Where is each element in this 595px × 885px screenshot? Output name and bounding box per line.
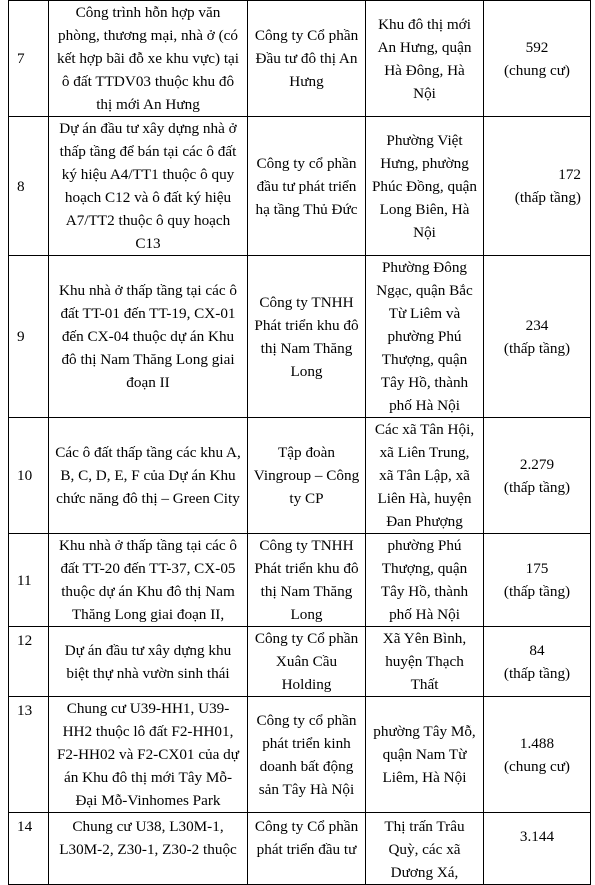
unit-count: 3.144: [519, 828, 555, 845]
project-location: Các xã Tân Hội, xã Liên Trung, xã Tân Lập, xã Liên Hà, huyện Đan Phượng: [366, 418, 484, 534]
unit-count: 592: [525, 38, 549, 56]
unit-type: (thấp tầng): [503, 664, 571, 682]
project-location: Xã Yên Bình, huyện Thạch Thất: [366, 627, 484, 697]
project-location: Thị trấn Trâu Quỳ, các xã Dương Xá,: [366, 813, 484, 885]
project-name: Dự án đầu tư xây dựng nhà ở thấp tầng để bán tại các ô đất ký hiệu A4/TT1 thuộc ô quy hoạch C12 và ô đất ký hiệu A7/TT2 thuộc ô quy hoạch C13: [49, 117, 248, 256]
table-row: [9, 813, 591, 885]
project-name: Công trình hỗn hợp văn phòng, thương mại, nhà ở (có kết hợp bãi đỗ xe khu vực) tại ô đất TTDV03 thuộc khu đô thị mới An Hưng: [49, 1, 248, 117]
row-number: 13: [9, 697, 49, 813]
project-name: Các ô đất thấp tầng các khu A, B, C, D, E, F của Dự án Khu chức năng đô thị – Green City: [49, 418, 248, 534]
unit-count-cell: [484, 813, 591, 885]
row-number: 12: [9, 627, 49, 697]
investor-name: Công ty Cổ phần Xuân Cầu Holding: [248, 627, 366, 697]
unit-type: (chung cư): [503, 61, 570, 79]
project-table: [8, 0, 591, 885]
document-page: [8, 0, 590, 885]
unit-count-cell: [484, 697, 591, 813]
unit-type: (thấp tầng): [503, 478, 571, 496]
project-name: Khu nhà ở thấp tầng tại các ô đất TT-20 đến TT-37, CX-05 thuộc dự án Khu đô thị Nam Thăng Long giai đoạn II,: [49, 534, 248, 627]
unit-count: 84: [529, 641, 545, 659]
table-row: [9, 627, 591, 697]
project-name: Chung cư U39-HH1, U39-HH2 thuộc lô đất F2-HH01, F2-HH02 và F2-CX01 của dự án Khu đô thị mới Tây Mỗ-Đại Mỗ-Vinhomes Park: [49, 697, 248, 813]
unit-count-cell: [484, 627, 591, 697]
project-location: Phường Đông Ngạc, quận Bắc Từ Liêm và phường Phú Thượng, quận Tây Hồ, thành phố Hà Nội: [366, 256, 484, 418]
table-row: [9, 256, 591, 418]
table-row: [9, 1, 591, 117]
investor-name: Tập đoàn Vingroup – Công ty CP: [248, 418, 366, 534]
investor-name: Công ty TNHH Phát triển khu đô thị Nam Thăng Long: [248, 534, 366, 627]
investor-name: Công ty TNHH Phát triển khu đô thị Nam Thăng Long: [248, 256, 366, 418]
unit-type: (thấp tầng): [514, 189, 581, 206]
unit-count-cell: [484, 117, 591, 256]
project-location: Khu đô thị mới An Hưng, quận Hà Đông, Hà Nội: [366, 1, 484, 117]
investor-name: Công ty Cổ phần Đầu tư đô thị An Hưng: [248, 1, 366, 117]
unit-type: (thấp tầng): [503, 583, 571, 600]
row-number: 9: [9, 256, 49, 418]
row-number: 8: [9, 117, 49, 256]
investor-name: Công ty cổ phần phát triển kinh doanh bất động sản Tây Hà Nội: [248, 697, 366, 813]
table-row: [9, 418, 591, 534]
row-number: 11: [9, 534, 49, 627]
project-location: phường Tây Mỗ, quận Nam Từ Liêm, Hà Nội: [366, 697, 484, 813]
investor-name: Công ty cổ phần đầu tư phát triển hạ tầng Thủ Đức: [248, 117, 366, 256]
investor-name: Công ty Cổ phần phát triển đầu tư: [248, 813, 366, 885]
table-row: [9, 117, 591, 256]
row-number: 10: [9, 418, 49, 534]
unit-count-cell: [484, 256, 591, 418]
project-location: phường Phú Thượng, quận Tây Hồ, thành phố Hà Nội: [366, 534, 484, 627]
row-number: 7: [9, 1, 49, 117]
unit-count-cell: [484, 418, 591, 534]
unit-type: (thấp tầng): [503, 339, 571, 357]
unit-count: 1.488: [519, 734, 555, 752]
unit-count-cell: [484, 1, 591, 117]
project-location: Phường Việt Hưng, phường Phúc Đồng, quận Long Biên, Hà Nội: [366, 117, 484, 256]
unit-type: (chung cư): [503, 757, 570, 775]
unit-count: 172: [558, 166, 581, 183]
unit-count: 175: [525, 560, 549, 577]
unit-count-cell: [484, 534, 591, 627]
unit-count: 234: [525, 316, 549, 334]
row-number: 14: [9, 813, 49, 885]
table-row: [9, 697, 591, 813]
project-name: Chung cư U38, L30M-1, L30M-2, Z30-1, Z30-2 thuộc: [49, 813, 248, 885]
table-row: [9, 534, 591, 627]
project-name: Khu nhà ở thấp tầng tại các ô đất TT-01 đến TT-19, CX-01 đến CX-04 thuộc dự án Khu đô thị Nam Thăng Long giai đoạn II: [49, 256, 248, 418]
unit-count: 2.279: [519, 455, 555, 473]
project-name: Dự án đầu tư xây dựng khu biệt thự nhà vườn sinh thái: [49, 627, 248, 697]
